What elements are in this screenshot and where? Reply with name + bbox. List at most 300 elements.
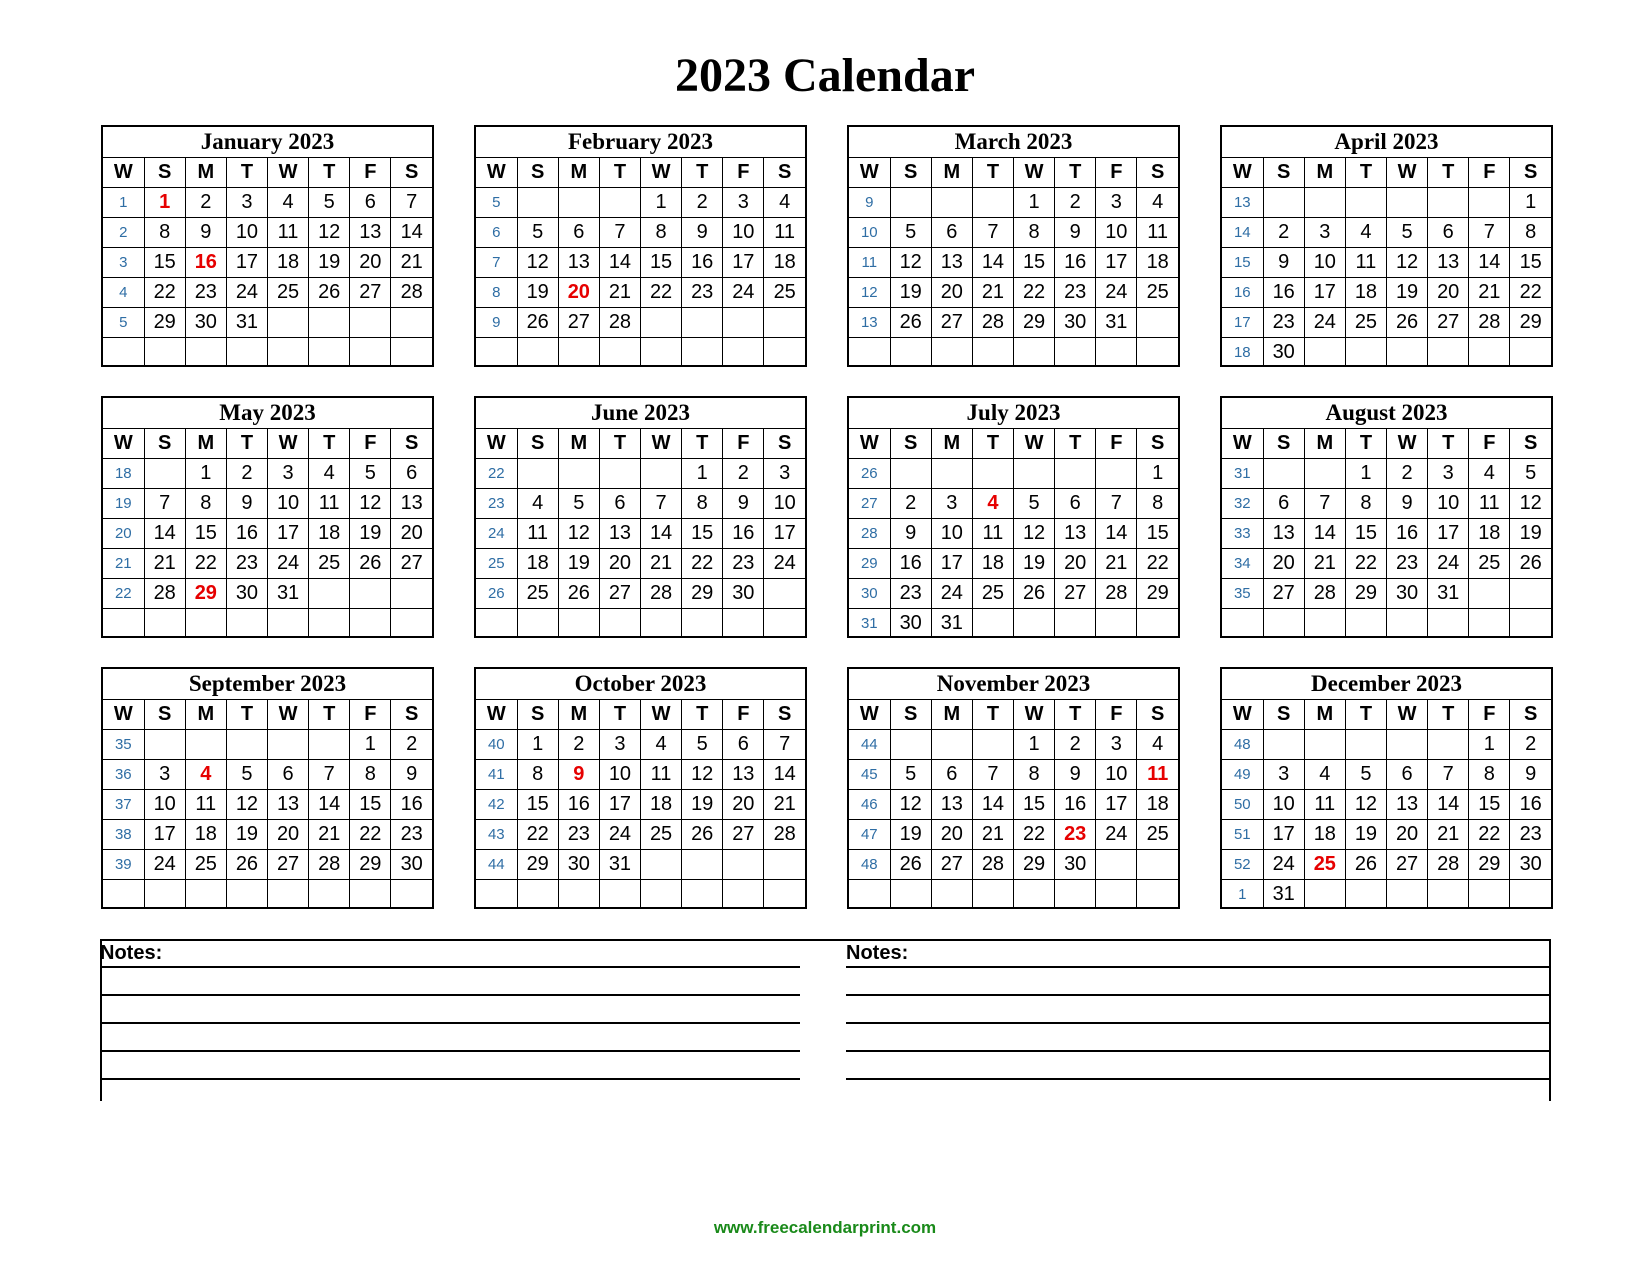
holiday-day-cell[interactable]: 23 <box>1055 820 1096 850</box>
day-cell[interactable]: 10 <box>723 218 764 248</box>
day-cell[interactable]: 8 <box>350 760 391 790</box>
day-cell[interactable]: 2 <box>890 489 931 519</box>
day-cell[interactable]: 9 <box>185 218 226 248</box>
day-cell[interactable]: 24 <box>1096 278 1137 308</box>
day-cell[interactable]: 14 <box>1304 519 1345 549</box>
day-cell[interactable]: 19 <box>890 278 931 308</box>
day-cell[interactable]: 18 <box>1137 790 1178 820</box>
day-cell[interactable]: 29 <box>1510 308 1551 338</box>
day-cell[interactable]: 26 <box>890 308 931 338</box>
day-cell[interactable]: 14 <box>972 790 1013 820</box>
day-cell[interactable]: 7 <box>641 489 682 519</box>
day-cell[interactable]: 16 <box>1055 790 1096 820</box>
day-cell[interactable]: 13 <box>1055 519 1096 549</box>
day-cell[interactable]: 14 <box>1469 248 1510 278</box>
day-cell[interactable]: 11 <box>1345 248 1386 278</box>
day-cell[interactable]: 31 <box>1096 308 1137 338</box>
day-cell[interactable]: 7 <box>391 188 432 218</box>
day-cell[interactable]: 3 <box>1304 218 1345 248</box>
day-cell[interactable]: 4 <box>641 730 682 760</box>
day-cell[interactable]: 19 <box>890 820 931 850</box>
day-cell[interactable]: 5 <box>1014 489 1055 519</box>
day-cell[interactable]: 29 <box>1345 579 1386 609</box>
day-cell[interactable]: 30 <box>1510 850 1551 880</box>
day-cell[interactable]: 20 <box>1387 820 1428 850</box>
day-cell[interactable]: 24 <box>599 820 640 850</box>
day-cell[interactable]: 15 <box>641 248 682 278</box>
day-cell[interactable]: 11 <box>641 760 682 790</box>
day-cell[interactable]: 20 <box>1428 278 1469 308</box>
day-cell[interactable]: 4 <box>764 188 805 218</box>
day-cell[interactable]: 15 <box>185 519 226 549</box>
day-cell[interactable]: 25 <box>185 850 226 880</box>
day-cell[interactable]: 22 <box>682 549 723 579</box>
day-cell[interactable]: 1 <box>1014 730 1055 760</box>
day-cell[interactable]: 20 <box>350 248 391 278</box>
day-cell[interactable]: 6 <box>558 218 599 248</box>
day-cell[interactable]: 20 <box>931 278 972 308</box>
day-cell[interactable]: 7 <box>309 760 350 790</box>
day-cell[interactable]: 24 <box>226 278 267 308</box>
day-cell[interactable]: 23 <box>185 278 226 308</box>
day-cell[interactable]: 9 <box>682 218 723 248</box>
day-cell[interactable]: 6 <box>1387 760 1428 790</box>
day-cell[interactable]: 18 <box>517 549 558 579</box>
day-cell[interactable]: 30 <box>226 579 267 609</box>
day-cell[interactable]: 24 <box>1428 549 1469 579</box>
day-cell[interactable]: 27 <box>1263 579 1304 609</box>
holiday-day-cell[interactable]: 16 <box>185 248 226 278</box>
day-cell[interactable]: 9 <box>1263 248 1304 278</box>
day-cell[interactable]: 14 <box>764 760 805 790</box>
footer-url[interactable]: www.freecalendarprint.com <box>713 1218 937 1237</box>
day-cell[interactable]: 14 <box>1096 519 1137 549</box>
day-cell[interactable]: 14 <box>144 519 185 549</box>
day-cell[interactable]: 21 <box>391 248 432 278</box>
day-cell[interactable]: 24 <box>144 850 185 880</box>
day-cell[interactable]: 24 <box>1096 820 1137 850</box>
day-cell[interactable]: 5 <box>890 218 931 248</box>
day-cell[interactable]: 2 <box>1055 188 1096 218</box>
day-cell[interactable]: 23 <box>890 579 931 609</box>
day-cell[interactable]: 15 <box>1137 519 1178 549</box>
holiday-day-cell[interactable]: 25 <box>1304 850 1345 880</box>
day-cell[interactable]: 24 <box>1304 308 1345 338</box>
day-cell[interactable]: 23 <box>723 549 764 579</box>
day-cell[interactable]: 21 <box>641 549 682 579</box>
day-cell[interactable]: 27 <box>350 278 391 308</box>
day-cell[interactable]: 14 <box>641 519 682 549</box>
day-cell[interactable]: 13 <box>599 519 640 549</box>
day-cell[interactable]: 19 <box>558 549 599 579</box>
day-cell[interactable]: 6 <box>1428 218 1469 248</box>
day-cell[interactable]: 27 <box>268 850 309 880</box>
day-cell[interactable]: 28 <box>1304 579 1345 609</box>
day-cell[interactable]: 4 <box>1304 760 1345 790</box>
day-cell[interactable]: 23 <box>1263 308 1304 338</box>
day-cell[interactable]: 23 <box>391 820 432 850</box>
day-cell[interactable]: 6 <box>1055 489 1096 519</box>
day-cell[interactable]: 28 <box>641 579 682 609</box>
day-cell[interactable]: 28 <box>972 850 1013 880</box>
day-cell[interactable]: 19 <box>682 790 723 820</box>
day-cell[interactable]: 18 <box>1345 278 1386 308</box>
day-cell[interactable]: 13 <box>1263 519 1304 549</box>
day-cell[interactable]: 28 <box>309 850 350 880</box>
day-cell[interactable]: 28 <box>144 579 185 609</box>
day-cell[interactable]: 22 <box>144 278 185 308</box>
day-cell[interactable]: 18 <box>1137 248 1178 278</box>
day-cell[interactable]: 1 <box>350 730 391 760</box>
day-cell[interactable]: 2 <box>391 730 432 760</box>
day-cell[interactable]: 14 <box>599 248 640 278</box>
day-cell[interactable]: 2 <box>1055 730 1096 760</box>
day-cell[interactable]: 27 <box>931 308 972 338</box>
notes-line[interactable] <box>100 1052 800 1080</box>
day-cell[interactable]: 24 <box>268 549 309 579</box>
day-cell[interactable]: 11 <box>309 489 350 519</box>
day-cell[interactable]: 3 <box>723 188 764 218</box>
day-cell[interactable]: 10 <box>599 760 640 790</box>
notes-line[interactable] <box>846 996 1551 1024</box>
day-cell[interactable]: 1 <box>1345 459 1386 489</box>
day-cell[interactable]: 30 <box>558 850 599 880</box>
day-cell[interactable]: 16 <box>1263 278 1304 308</box>
day-cell[interactable]: 4 <box>1137 730 1178 760</box>
day-cell[interactable]: 12 <box>890 790 931 820</box>
day-cell[interactable]: 4 <box>1137 188 1178 218</box>
day-cell[interactable]: 9 <box>1055 218 1096 248</box>
day-cell[interactable]: 20 <box>391 519 432 549</box>
day-cell[interactable]: 8 <box>682 489 723 519</box>
day-cell[interactable]: 20 <box>1263 549 1304 579</box>
day-cell[interactable]: 11 <box>268 218 309 248</box>
day-cell[interactable]: 22 <box>1137 549 1178 579</box>
day-cell[interactable]: 20 <box>1055 549 1096 579</box>
day-cell[interactable]: 11 <box>1304 790 1345 820</box>
day-cell[interactable]: 29 <box>517 850 558 880</box>
holiday-day-cell[interactable]: 20 <box>558 278 599 308</box>
day-cell[interactable]: 22 <box>1510 278 1551 308</box>
day-cell[interactable]: 17 <box>931 549 972 579</box>
day-cell[interactable]: 17 <box>599 790 640 820</box>
day-cell[interactable]: 12 <box>517 248 558 278</box>
day-cell[interactable]: 10 <box>1304 248 1345 278</box>
day-cell[interactable]: 7 <box>1304 489 1345 519</box>
day-cell[interactable]: 5 <box>517 218 558 248</box>
day-cell[interactable]: 5 <box>1510 459 1551 489</box>
day-cell[interactable]: 19 <box>309 248 350 278</box>
day-cell[interactable]: 22 <box>1345 549 1386 579</box>
holiday-day-cell[interactable]: 4 <box>185 760 226 790</box>
day-cell[interactable]: 9 <box>1387 489 1428 519</box>
day-cell[interactable]: 3 <box>599 730 640 760</box>
day-cell[interactable]: 12 <box>682 760 723 790</box>
day-cell[interactable]: 17 <box>764 519 805 549</box>
day-cell[interactable]: 12 <box>1387 248 1428 278</box>
day-cell[interactable]: 7 <box>1469 218 1510 248</box>
day-cell[interactable]: 30 <box>185 308 226 338</box>
day-cell[interactable]: 15 <box>350 790 391 820</box>
day-cell[interactable]: 30 <box>1055 850 1096 880</box>
day-cell[interactable]: 7 <box>1428 760 1469 790</box>
day-cell[interactable]: 30 <box>1263 338 1304 368</box>
day-cell[interactable]: 13 <box>1428 248 1469 278</box>
day-cell[interactable]: 8 <box>517 760 558 790</box>
day-cell[interactable]: 19 <box>350 519 391 549</box>
day-cell[interactable]: 13 <box>558 248 599 278</box>
day-cell[interactable]: 25 <box>641 820 682 850</box>
notes-left[interactable] <box>100 940 800 1102</box>
day-cell[interactable]: 29 <box>1137 579 1178 609</box>
day-cell[interactable]: 25 <box>1469 549 1510 579</box>
day-cell[interactable]: 25 <box>1345 308 1386 338</box>
day-cell[interactable]: 1 <box>682 459 723 489</box>
day-cell[interactable]: 3 <box>764 459 805 489</box>
day-cell[interactable]: 27 <box>931 850 972 880</box>
day-cell[interactable]: 25 <box>268 278 309 308</box>
day-cell[interactable]: 5 <box>350 459 391 489</box>
day-cell[interactable]: 1 <box>641 188 682 218</box>
day-cell[interactable]: 15 <box>1014 248 1055 278</box>
day-cell[interactable]: 29 <box>1469 850 1510 880</box>
day-cell[interactable]: 31 <box>931 609 972 639</box>
day-cell[interactable]: 26 <box>309 278 350 308</box>
day-cell[interactable]: 20 <box>723 790 764 820</box>
day-cell[interactable]: 16 <box>682 248 723 278</box>
day-cell[interactable]: 28 <box>1096 579 1137 609</box>
day-cell[interactable]: 26 <box>517 308 558 338</box>
notes-right[interactable] <box>846 940 1551 1102</box>
day-cell[interactable]: 14 <box>309 790 350 820</box>
day-cell[interactable]: 24 <box>1263 850 1304 880</box>
holiday-day-cell[interactable]: 9 <box>558 760 599 790</box>
day-cell[interactable]: 27 <box>1387 850 1428 880</box>
day-cell[interactable]: 21 <box>972 820 1013 850</box>
day-cell[interactable]: 23 <box>1387 549 1428 579</box>
day-cell[interactable]: 16 <box>391 790 432 820</box>
day-cell[interactable]: 13 <box>931 790 972 820</box>
day-cell[interactable]: 10 <box>764 489 805 519</box>
day-cell[interactable]: 16 <box>723 519 764 549</box>
day-cell[interactable]: 30 <box>723 579 764 609</box>
day-cell[interactable]: 19 <box>1345 820 1386 850</box>
day-cell[interactable]: 12 <box>1014 519 1055 549</box>
day-cell[interactable]: 5 <box>682 730 723 760</box>
day-cell[interactable]: 27 <box>723 820 764 850</box>
day-cell[interactable]: 6 <box>1263 489 1304 519</box>
day-cell[interactable]: 28 <box>972 308 1013 338</box>
day-cell[interactable]: 15 <box>144 248 185 278</box>
day-cell[interactable]: 15 <box>1014 790 1055 820</box>
day-cell[interactable]: 26 <box>1510 549 1551 579</box>
day-cell[interactable]: 9 <box>723 489 764 519</box>
day-cell[interactable]: 4 <box>517 489 558 519</box>
notes-line[interactable] <box>100 1024 800 1052</box>
day-cell[interactable]: 5 <box>558 489 599 519</box>
day-cell[interactable]: 29 <box>1014 308 1055 338</box>
notes-line[interactable] <box>846 1052 1551 1080</box>
notes-line[interactable] <box>846 968 1551 996</box>
day-cell[interactable]: 17 <box>268 519 309 549</box>
day-cell[interactable]: 4 <box>1345 218 1386 248</box>
day-cell[interactable]: 22 <box>517 820 558 850</box>
day-cell[interactable]: 2 <box>558 730 599 760</box>
day-cell[interactable]: 16 <box>226 519 267 549</box>
day-cell[interactable]: 7 <box>972 760 1013 790</box>
day-cell[interactable]: 6 <box>723 730 764 760</box>
day-cell[interactable]: 7 <box>1096 489 1137 519</box>
day-cell[interactable]: 3 <box>268 459 309 489</box>
day-cell[interactable]: 2 <box>185 188 226 218</box>
day-cell[interactable]: 2 <box>682 188 723 218</box>
day-cell[interactable]: 13 <box>931 248 972 278</box>
day-cell[interactable]: 1 <box>1137 459 1178 489</box>
day-cell[interactable]: 30 <box>1387 579 1428 609</box>
day-cell[interactable]: 17 <box>723 248 764 278</box>
day-cell[interactable]: 22 <box>185 549 226 579</box>
day-cell[interactable]: 11 <box>1469 489 1510 519</box>
day-cell[interactable]: 3 <box>226 188 267 218</box>
day-cell[interactable]: 8 <box>144 218 185 248</box>
day-cell[interactable]: 19 <box>226 820 267 850</box>
day-cell[interactable]: 10 <box>1096 760 1137 790</box>
day-cell[interactable]: 21 <box>764 790 805 820</box>
day-cell[interactable]: 1 <box>1014 188 1055 218</box>
day-cell[interactable]: 1 <box>1469 730 1510 760</box>
day-cell[interactable]: 25 <box>764 278 805 308</box>
day-cell[interactable]: 21 <box>972 278 1013 308</box>
day-cell[interactable]: 16 <box>1387 519 1428 549</box>
day-cell[interactable]: 8 <box>1137 489 1178 519</box>
day-cell[interactable]: 28 <box>391 278 432 308</box>
day-cell[interactable]: 5 <box>1387 218 1428 248</box>
day-cell[interactable]: 21 <box>1096 549 1137 579</box>
day-cell[interactable]: 20 <box>931 820 972 850</box>
day-cell[interactable]: 19 <box>1014 549 1055 579</box>
holiday-day-cell[interactable]: 29 <box>185 579 226 609</box>
day-cell[interactable]: 6 <box>391 459 432 489</box>
day-cell[interactable]: 13 <box>391 489 432 519</box>
day-cell[interactable]: 2 <box>723 459 764 489</box>
day-cell[interactable]: 10 <box>1096 218 1137 248</box>
day-cell[interactable]: 11 <box>972 519 1013 549</box>
day-cell[interactable]: 16 <box>1055 248 1096 278</box>
day-cell[interactable]: 5 <box>226 760 267 790</box>
day-cell[interactable]: 9 <box>391 760 432 790</box>
day-cell[interactable]: 8 <box>1014 218 1055 248</box>
day-cell[interactable]: 22 <box>350 820 391 850</box>
day-cell[interactable]: 8 <box>185 489 226 519</box>
day-cell[interactable]: 31 <box>268 579 309 609</box>
day-cell[interactable]: 26 <box>682 820 723 850</box>
day-cell[interactable]: 4 <box>1469 459 1510 489</box>
day-cell[interactable]: 13 <box>268 790 309 820</box>
day-cell[interactable]: 17 <box>1304 278 1345 308</box>
notes-line[interactable] <box>100 968 800 996</box>
day-cell[interactable]: 10 <box>226 218 267 248</box>
day-cell[interactable]: 7 <box>144 489 185 519</box>
day-cell[interactable]: 31 <box>226 308 267 338</box>
day-cell[interactable]: 21 <box>1304 549 1345 579</box>
day-cell[interactable]: 3 <box>1096 730 1137 760</box>
day-cell[interactable]: 15 <box>1469 790 1510 820</box>
day-cell[interactable]: 6 <box>599 489 640 519</box>
day-cell[interactable]: 15 <box>1510 248 1551 278</box>
day-cell[interactable]: 24 <box>764 549 805 579</box>
day-cell[interactable]: 25 <box>309 549 350 579</box>
day-cell[interactable]: 13 <box>723 760 764 790</box>
day-cell[interactable]: 25 <box>1137 820 1178 850</box>
day-cell[interactable]: 22 <box>641 278 682 308</box>
day-cell[interactable]: 2 <box>1263 218 1304 248</box>
notes-line[interactable] <box>100 996 800 1024</box>
day-cell[interactable]: 18 <box>268 248 309 278</box>
day-cell[interactable]: 11 <box>1137 218 1178 248</box>
day-cell[interactable]: 18 <box>641 790 682 820</box>
day-cell[interactable]: 18 <box>309 519 350 549</box>
day-cell[interactable]: 27 <box>391 549 432 579</box>
day-cell[interactable]: 18 <box>1304 820 1345 850</box>
day-cell[interactable]: 3 <box>931 489 972 519</box>
day-cell[interactable]: 10 <box>931 519 972 549</box>
day-cell[interactable]: 4 <box>309 459 350 489</box>
day-cell[interactable]: 17 <box>1263 820 1304 850</box>
day-cell[interactable]: 20 <box>268 820 309 850</box>
day-cell[interactable]: 26 <box>350 549 391 579</box>
day-cell[interactable]: 31 <box>1428 579 1469 609</box>
day-cell[interactable]: 1 <box>1510 188 1551 218</box>
day-cell[interactable]: 10 <box>144 790 185 820</box>
day-cell[interactable]: 26 <box>1345 850 1386 880</box>
day-cell[interactable]: 13 <box>1387 790 1428 820</box>
day-cell[interactable]: 25 <box>972 579 1013 609</box>
day-cell[interactable]: 19 <box>1510 519 1551 549</box>
day-cell[interactable]: 27 <box>599 579 640 609</box>
day-cell[interactable]: 29 <box>682 579 723 609</box>
day-cell[interactable]: 9 <box>1055 760 1096 790</box>
day-cell[interactable]: 6 <box>931 760 972 790</box>
day-cell[interactable]: 18 <box>1469 519 1510 549</box>
day-cell[interactable]: 5 <box>890 760 931 790</box>
day-cell[interactable]: 18 <box>764 248 805 278</box>
day-cell[interactable]: 2 <box>226 459 267 489</box>
day-cell[interactable]: 3 <box>144 760 185 790</box>
day-cell[interactable]: 1 <box>185 459 226 489</box>
day-cell[interactable]: 9 <box>1510 760 1551 790</box>
day-cell[interactable]: 11 <box>185 790 226 820</box>
day-cell[interactable]: 10 <box>1428 489 1469 519</box>
day-cell[interactable]: 23 <box>1510 820 1551 850</box>
day-cell[interactable]: 26 <box>890 850 931 880</box>
day-cell[interactable]: 18 <box>185 820 226 850</box>
day-cell[interactable]: 3 <box>1428 459 1469 489</box>
day-cell[interactable]: 15 <box>517 790 558 820</box>
day-cell[interactable]: 17 <box>1096 790 1137 820</box>
day-cell[interactable]: 4 <box>268 188 309 218</box>
day-cell[interactable]: 13 <box>350 218 391 248</box>
day-cell[interactable]: 26 <box>226 850 267 880</box>
day-cell[interactable]: 30 <box>890 609 931 639</box>
day-cell[interactable]: 28 <box>1469 308 1510 338</box>
day-cell[interactable]: 21 <box>1469 278 1510 308</box>
day-cell[interactable]: 11 <box>517 519 558 549</box>
day-cell[interactable]: 8 <box>1014 760 1055 790</box>
day-cell[interactable]: 19 <box>517 278 558 308</box>
day-cell[interactable]: 23 <box>226 549 267 579</box>
day-cell[interactable]: 8 <box>1469 760 1510 790</box>
day-cell[interactable]: 26 <box>1387 308 1428 338</box>
